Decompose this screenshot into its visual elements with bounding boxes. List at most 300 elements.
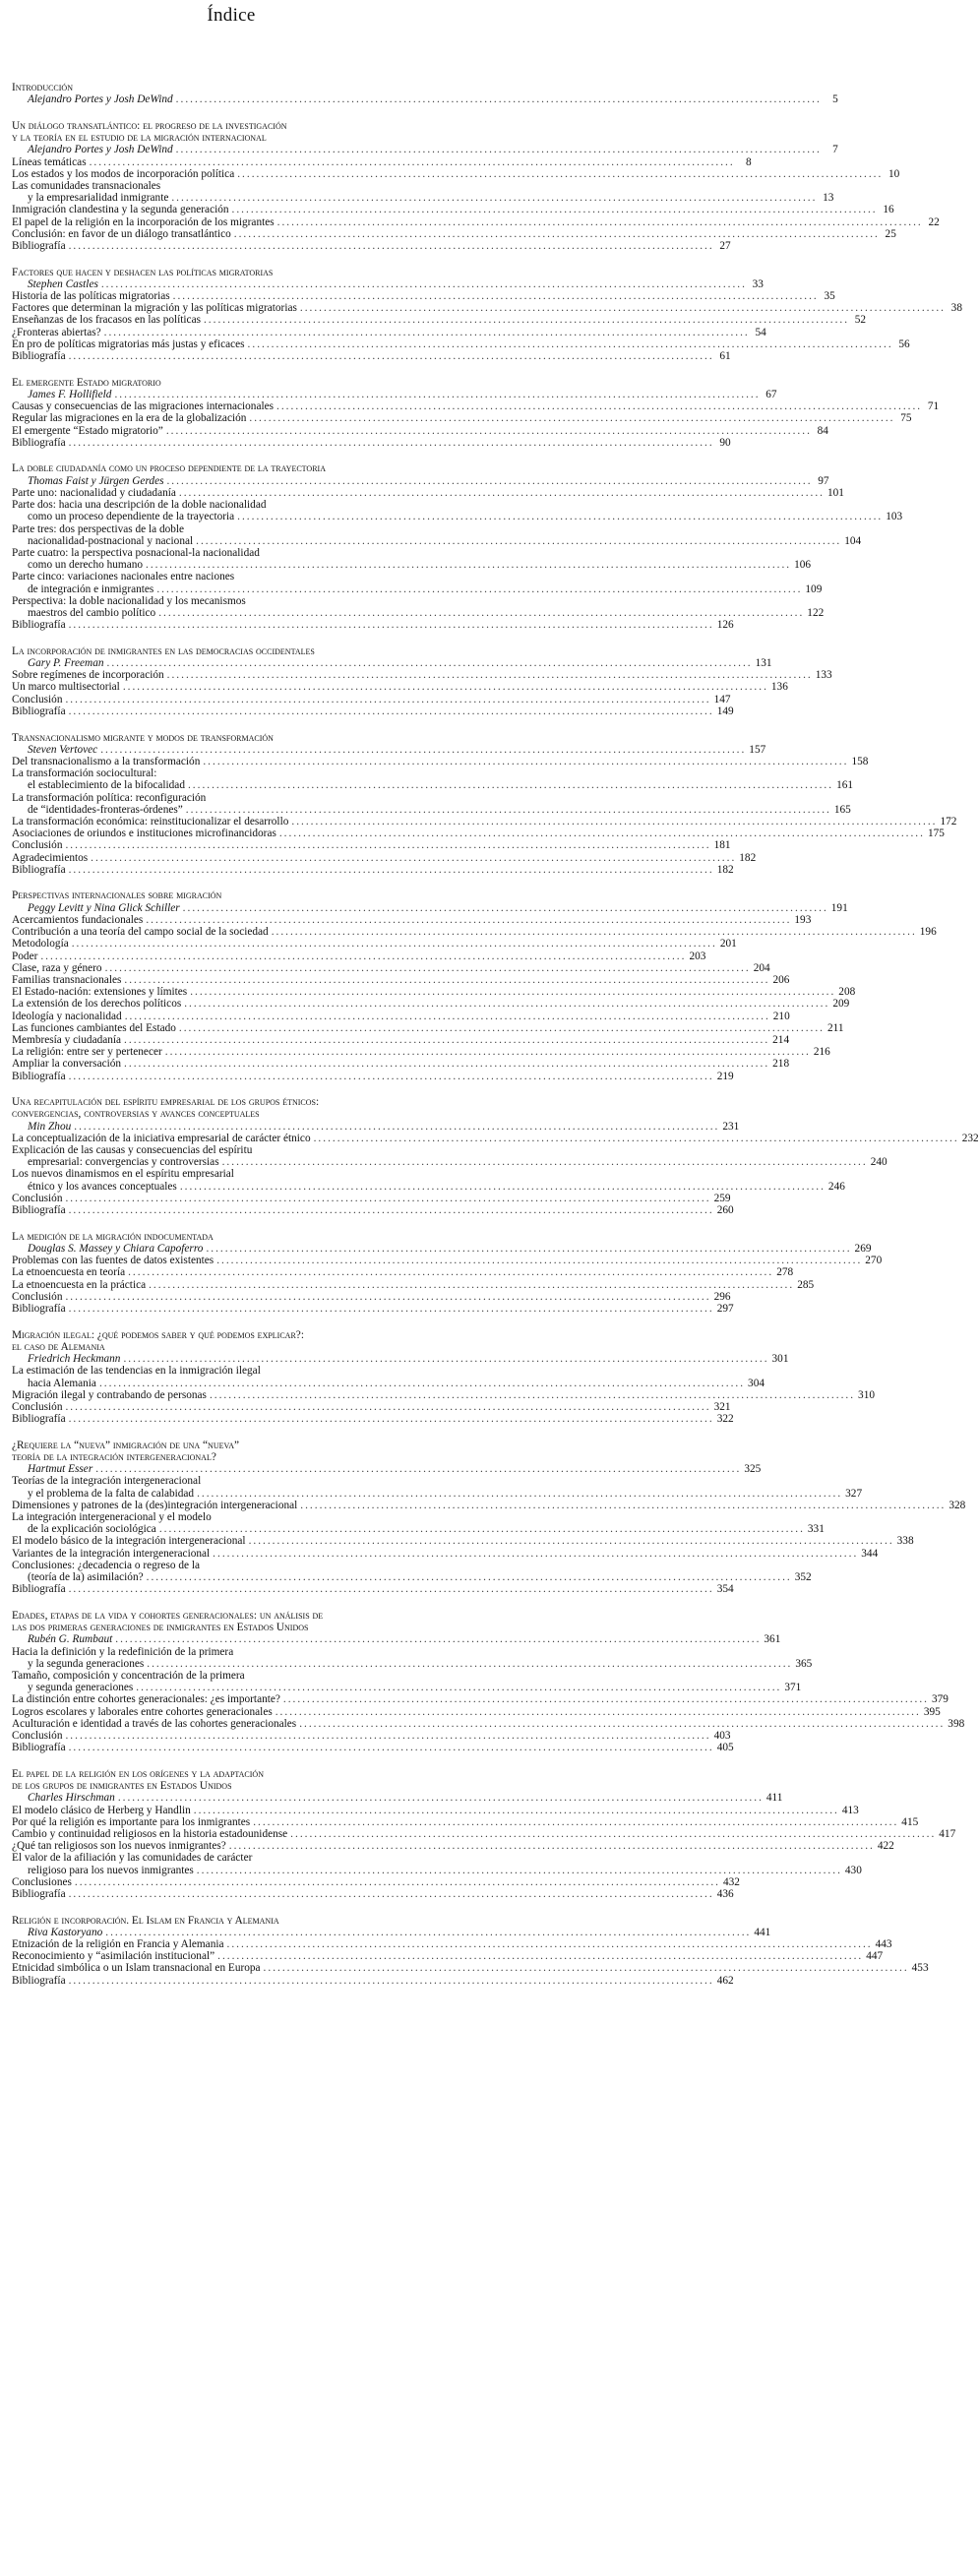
dot-leader [158, 607, 804, 619]
page-number: 201 [719, 938, 737, 951]
section-title[interactable]: Factores que hacen y deshacen las políticas migratorias [12, 266, 274, 278]
section-title[interactable]: convergencias, controversias y avances conceptuales [12, 1108, 260, 1121]
dot-leader [136, 1682, 781, 1693]
page-number: 361 [764, 1633, 781, 1646]
section-title[interactable]: y la teoría en el estudio de la migración internacional [12, 132, 267, 145]
dot-leader [213, 1548, 858, 1560]
section-title[interactable]: La doble ciudadanía como un proceso dependiente de la trayectoria [12, 462, 326, 475]
toc-entry-text: Clase, raza y género [12, 961, 102, 974]
toc-entry-text: Factores que determinan la migración y las políticas migratorias [12, 302, 297, 315]
toc-entry[interactable] [12, 1742, 734, 1754]
section-author[interactable] [12, 474, 829, 487]
toc-entry-text: Los estados y los modos de incorporación política [12, 167, 235, 180]
toc-entry[interactable] [12, 1180, 845, 1193]
section-author-text: Rubén G. Rumbaut [28, 1633, 113, 1646]
section-title[interactable]: Perspectivas internacionales sobre migración [12, 889, 222, 902]
toc-entry-line[interactable]: Explicación de las causas y consecuencias del espíritu [12, 1144, 253, 1157]
section-author-text: Friedrich Heckmann [28, 1353, 121, 1366]
toc-entry[interactable] [12, 192, 834, 205]
toc-entry[interactable] [12, 486, 844, 499]
page-number: 285 [797, 1278, 815, 1291]
toc-entry[interactable] [12, 1840, 894, 1853]
dot-leader [179, 487, 825, 499]
section-title[interactable]: el caso de Alemania [12, 1340, 105, 1353]
section-author[interactable] [12, 1463, 762, 1476]
section-author-text: James F. Hollifield [28, 388, 112, 400]
dot-leader [69, 1742, 714, 1753]
section-author[interactable] [12, 1120, 740, 1133]
page-number: 131 [755, 657, 772, 670]
toc-entry[interactable] [12, 755, 869, 767]
toc-entry[interactable] [12, 412, 912, 425]
toc-entry-text: empresarial: convergencias y controversias [28, 1156, 219, 1169]
dot-leader [118, 1792, 764, 1804]
dot-leader [146, 559, 791, 571]
page-number: 371 [784, 1682, 802, 1694]
toc-entry[interactable] [12, 227, 896, 240]
toc-entry[interactable] [12, 973, 790, 986]
toc-entry-line[interactable]: Parte cinco: variaciones nacionales entre naciones [12, 571, 235, 583]
toc-entry[interactable] [12, 239, 731, 252]
toc-entry[interactable] [12, 803, 851, 816]
dot-leader [203, 756, 848, 767]
page-number: 8 [746, 155, 752, 168]
toc-entry[interactable] [12, 1938, 892, 1951]
page-number: 56 [898, 337, 910, 350]
toc-entry-text: Membresía y ciudadanía [12, 1033, 122, 1046]
toc-entry-line[interactable]: Los nuevos dinamismos en el espíritu empresarial [12, 1168, 234, 1181]
toc-entry-text: La etnoencuesta en la práctica [12, 1278, 147, 1291]
toc-entry[interactable] [12, 215, 940, 228]
dot-leader [248, 338, 893, 350]
toc-entry[interactable] [12, 950, 706, 962]
dot-leader [194, 1805, 839, 1816]
page-number: 165 [833, 803, 851, 816]
page-number: 204 [753, 961, 770, 974]
dot-leader [105, 1927, 751, 1938]
dot-leader [69, 864, 714, 876]
page-number: 365 [795, 1657, 813, 1670]
toc-entry[interactable] [12, 986, 856, 999]
page-number: 106 [794, 559, 812, 572]
dot-leader [115, 1633, 761, 1645]
toc-entry[interactable] [12, 1132, 979, 1144]
toc-entry-line[interactable]: Las comunidades transnacionales [12, 179, 161, 192]
toc-entry[interactable] [12, 693, 731, 705]
toc-entry[interactable] [12, 1950, 884, 1963]
toc-entry[interactable] [12, 302, 962, 315]
toc-entry[interactable] [12, 1388, 875, 1401]
toc-entry-text: Problemas con las fuentes de datos existentes [12, 1255, 214, 1267]
section-title[interactable]: ¿Requiere la “nueva” inmigración de una “nueva” [12, 1439, 240, 1451]
section-author[interactable] [12, 1926, 771, 1938]
toc-entry[interactable] [12, 1875, 740, 1888]
toc-entry[interactable] [12, 167, 900, 180]
toc-entry[interactable] [12, 337, 910, 350]
dot-leader [176, 93, 822, 105]
toc-entry-text: Bibliografía [12, 1583, 66, 1596]
toc-entry[interactable] [12, 1657, 813, 1670]
section-author-text: Riva Kastoryano [28, 1926, 103, 1938]
section-title[interactable]: teoría de la integración intergeneracional? [12, 1451, 216, 1464]
toc-entry[interactable] [12, 815, 957, 828]
toc-entry[interactable] [12, 1887, 734, 1900]
dot-leader [147, 1571, 792, 1583]
section-author-text: Stephen Castles [28, 277, 98, 290]
page-number: 395 [923, 1705, 941, 1718]
page-number: 103 [886, 511, 903, 523]
toc-entry[interactable] [12, 669, 832, 682]
section-title[interactable]: Un diálogo transatlántico: el progreso de la investigación [12, 119, 287, 132]
toc-entry[interactable] [12, 705, 734, 717]
page-number: 430 [844, 1864, 862, 1876]
toc-entry[interactable] [12, 1400, 731, 1413]
page-number: 71 [927, 400, 940, 413]
toc-entry-text: y segunda generaciones [28, 1682, 134, 1694]
toc-entry-text: Bibliografía [12, 705, 66, 717]
section-title[interactable]: Edades, etapas de la vida y cohortes generacionales: un análisis de [12, 1609, 324, 1622]
toc-entry[interactable] [12, 863, 734, 876]
toc-section [12, 731, 957, 876]
page-number: 211 [826, 1021, 844, 1034]
page-number: 218 [772, 1058, 790, 1071]
toc-entry[interactable] [12, 998, 850, 1011]
toc-entry-text: El Estado-nación: extensiones y límites [12, 986, 188, 999]
toc-entry[interactable] [12, 1413, 734, 1426]
page-number: 413 [841, 1804, 859, 1816]
toc-entry[interactable] [12, 779, 854, 792]
toc-entry[interactable] [12, 1815, 919, 1828]
toc-entry[interactable] [12, 1974, 734, 1987]
toc-entry[interactable] [12, 1547, 879, 1560]
section-author[interactable] [12, 144, 838, 156]
page-number: 84 [817, 424, 828, 437]
toc-entry[interactable] [12, 1827, 956, 1840]
toc-entry-text: Por qué la religión es importante para los inmigrantes [12, 1815, 251, 1828]
dot-leader [65, 1401, 710, 1413]
toc-entry[interactable] [12, 1266, 794, 1279]
toc-entry-text: Bibliografía [12, 239, 66, 252]
toc-entry-text: Poder [12, 950, 38, 962]
page-number: 67 [765, 388, 777, 400]
toc-entry-text: ¿Fronteras abiertas? [12, 326, 101, 338]
toc-entry-text: Las funciones cambiantes del Estado [12, 1021, 176, 1034]
toc-entry[interactable] [12, 1487, 863, 1500]
section-title[interactable]: Migración ilegal: ¿qué podemos saber y qué podemos explicar?: [12, 1328, 304, 1341]
toc-entry-line[interactable]: El valor de la afiliación y las comunidades de carácter [12, 1852, 253, 1865]
toc-entry[interactable] [12, 1302, 734, 1315]
toc-entry-line[interactable]: Hacia la definición y la redefinición de la primera [12, 1645, 234, 1658]
dot-leader [222, 1156, 868, 1168]
toc-entry[interactable] [12, 828, 945, 840]
toc-entry-text: Conclusión [12, 693, 63, 705]
dot-leader [74, 1121, 719, 1133]
dot-leader [217, 1950, 863, 1962]
dot-leader [299, 1718, 945, 1730]
section-author-text: Alejandro Portes y Josh DeWind [28, 144, 173, 156]
toc-entry[interactable] [12, 1070, 734, 1082]
page-number: 27 [719, 239, 731, 252]
toc-entry[interactable] [12, 424, 828, 437]
page-number: 432 [722, 1875, 740, 1888]
toc-entry-text: como un derecho humano [28, 559, 144, 572]
section-title[interactable]: de los grupos de inmigrantes en Estados Unidos [12, 1780, 232, 1793]
toc-entry[interactable] [12, 1192, 731, 1204]
dot-leader [124, 974, 769, 986]
toc-entry-text: El modelo clásico de Herberg y Handlin [12, 1804, 191, 1816]
page-number: 22 [928, 215, 940, 228]
toc-entry-text: Líneas temáticas [12, 155, 87, 168]
page-number: 75 [900, 412, 912, 425]
toc-entry[interactable] [12, 559, 812, 572]
dot-leader [69, 1413, 714, 1425]
toc-entry-text: Acercamientos fundacionales [12, 913, 144, 926]
section-author[interactable] [12, 1353, 789, 1366]
dot-leader [249, 412, 894, 424]
toc-entry-line[interactable]: Parte dos: hacia una descripción de la doble nacionalidad [12, 499, 267, 512]
dot-leader [147, 1658, 792, 1670]
toc-entry[interactable] [12, 1156, 887, 1169]
toc-entry[interactable] [12, 583, 823, 595]
section-title[interactable]: Religión e incorporación. El Islam en Francia y Alemania [12, 1914, 279, 1927]
toc-entry-text: y la empresarialidad inmigrante [28, 192, 169, 205]
toc-entry[interactable] [12, 290, 835, 303]
page-number: 301 [771, 1353, 789, 1366]
toc-entry-text: Causas y consecuencias de las migraciones internacionales [12, 400, 275, 413]
toc-entry-text: el establecimiento de la bifocalidad [28, 779, 185, 792]
page-number: 269 [854, 1242, 872, 1255]
dot-leader [276, 400, 922, 412]
dot-leader [314, 1133, 959, 1144]
toc-entry[interactable] [12, 619, 734, 632]
section-title[interactable]: Introducción [12, 82, 73, 93]
dot-leader [165, 1046, 811, 1058]
toc-section [12, 462, 903, 632]
toc-entry[interactable] [12, 1058, 790, 1071]
dot-leader [204, 314, 849, 326]
dot-leader [90, 156, 735, 168]
section-title[interactable]: La medición de la migración indocumentada [12, 1230, 214, 1243]
toc-entry-line[interactable]: La integración intergeneracional y el modelo [12, 1511, 212, 1524]
toc-entry[interactable] [12, 1804, 859, 1816]
dot-leader [95, 1463, 741, 1475]
toc-entry-text: Conclusión [12, 1290, 63, 1303]
section-title[interactable]: El emergente Estado migratorio [12, 376, 161, 389]
page-number: 206 [772, 973, 790, 986]
dot-leader [197, 1488, 842, 1500]
section-author[interactable] [12, 1242, 872, 1255]
dot-leader [40, 951, 686, 962]
page-number: 208 [838, 986, 856, 999]
toc-entry[interactable] [12, 1046, 830, 1059]
dot-leader [124, 1058, 769, 1070]
page-number: 35 [824, 290, 835, 303]
dot-leader [69, 1071, 714, 1082]
section-title[interactable]: La incorporación de inmigrantes en las democracias occidentales [12, 644, 315, 657]
section-author[interactable] [12, 277, 764, 290]
toc-entry[interactable] [12, 1717, 965, 1730]
page-number: 354 [716, 1583, 734, 1596]
section-title[interactable]: las dos primeras generaciones de inmigrantes en Estados Unidos [12, 1622, 309, 1634]
toc-entry[interactable] [12, 839, 731, 852]
toc-entry[interactable] [12, 1377, 765, 1389]
toc-entry-text: La etnoencuesta en teoría [12, 1266, 126, 1279]
toc-section [12, 82, 838, 106]
toc-entry[interactable] [12, 1535, 914, 1548]
dot-leader [69, 619, 714, 631]
page-number: 38 [950, 302, 962, 315]
toc-entry[interactable] [12, 1729, 731, 1742]
toc-entry-line[interactable]: Teorías de la integración intergeneracional [12, 1475, 202, 1488]
toc-entry[interactable] [12, 314, 867, 327]
toc-entry-text: El modelo básico de la integración intergeneracional [12, 1535, 246, 1548]
page-number: 436 [716, 1887, 734, 1900]
page-number: 13 [823, 192, 834, 205]
toc-entry-line[interactable]: Perspectiva: la doble nacionalidad y los mecanismos [12, 594, 246, 607]
toc-entry[interactable] [12, 681, 788, 694]
toc-entry[interactable] [12, 204, 894, 216]
page-number: 33 [752, 277, 764, 290]
page-number: 443 [875, 1938, 892, 1951]
toc-entry[interactable] [12, 1693, 948, 1706]
toc-entry-text: Bibliografía [12, 863, 66, 876]
dot-leader [107, 657, 753, 669]
page-number: 232 [961, 1132, 979, 1144]
toc-entry-text: El papel de la religión en la incorporación de los migrantes [12, 215, 275, 228]
page-number: 297 [716, 1302, 734, 1315]
section-author[interactable] [12, 657, 772, 670]
section-author[interactable] [12, 1792, 783, 1805]
toc-section [12, 266, 962, 363]
toc-entry[interactable] [12, 1290, 731, 1303]
dot-leader [75, 1876, 720, 1888]
toc-entry-text: En pro de políticas migratorias más justas y eficaces [12, 337, 245, 350]
page-number: 10 [888, 167, 900, 180]
toc-entry-text: de integración e inmigrantes [28, 583, 154, 595]
toc-entry-text: El emergente “Estado migratorio” [12, 424, 163, 437]
toc-entry[interactable] [12, 961, 770, 974]
toc-entry-line[interactable]: Tamaño, composición y concentración de la primera [12, 1669, 245, 1682]
toc-section [12, 1328, 875, 1426]
toc-entry[interactable] [12, 851, 757, 864]
dot-leader [176, 144, 822, 155]
toc-entry[interactable] [12, 155, 752, 168]
toc-entry[interactable] [12, 1021, 844, 1034]
toc-entry[interactable] [12, 926, 937, 939]
toc-entry-text: Bibliografía [12, 436, 66, 449]
toc-entry-text: Variantes de la integración intergeneracional [12, 1547, 211, 1560]
section-author[interactable] [12, 93, 838, 106]
page-number: 209 [832, 998, 850, 1011]
section-author[interactable] [12, 743, 766, 756]
page-number: 325 [744, 1463, 762, 1476]
toc-entry[interactable] [12, 400, 940, 413]
toc-entry-text: Bibliografía [12, 1070, 66, 1082]
section-title[interactable]: El papel de la religión en los orígenes y la adaptación [12, 1767, 264, 1780]
dot-leader [69, 1204, 714, 1216]
page-number: 16 [883, 204, 894, 216]
section-author[interactable] [12, 901, 848, 914]
toc-entry-line[interactable]: La estimación de las tendencias en la inmigración ilegal [12, 1365, 261, 1378]
page-number: 322 [716, 1413, 734, 1426]
page-number: 101 [826, 486, 844, 499]
page-number: 338 [896, 1535, 914, 1548]
toc-entry-line[interactable]: Conclusiones: ¿decadencia o regreso de la [12, 1559, 201, 1571]
toc-entry[interactable] [12, 1583, 734, 1596]
toc-entry-text: Bibliografía [12, 619, 66, 632]
page-number: 136 [770, 681, 788, 694]
dot-leader [232, 204, 878, 215]
toc-entry[interactable] [12, 1499, 966, 1511]
dot-leader [69, 437, 714, 449]
toc-entry-text: Metodología [12, 938, 69, 951]
toc-entry-text: hacia Alemania [28, 1377, 96, 1389]
toc-entry-line[interactable]: La transformación sociocultural: [12, 767, 157, 780]
toc-entry[interactable] [12, 1523, 825, 1536]
toc-entry-text: Aculturación e identidad a través de las cohortes generacionales [12, 1717, 297, 1730]
toc-entry[interactable] [12, 350, 731, 363]
toc-entry-text: Conclusión [12, 839, 63, 852]
page-number: 7 [832, 144, 838, 156]
page-number: 181 [713, 839, 731, 852]
dot-leader [229, 1840, 875, 1852]
toc-entry[interactable] [12, 1962, 929, 1975]
section-author[interactable] [12, 388, 777, 400]
toc-entry[interactable] [12, 436, 731, 449]
dot-leader [65, 1193, 710, 1204]
page-number: 61 [719, 350, 731, 363]
toc-entry[interactable] [12, 1033, 790, 1046]
toc-entry[interactable] [12, 534, 862, 547]
toc-entry[interactable] [12, 938, 737, 951]
toc-entry[interactable] [12, 606, 825, 619]
toc-entry[interactable] [12, 1682, 802, 1694]
dot-leader [180, 1181, 826, 1193]
toc-entry[interactable] [12, 1255, 883, 1267]
dot-leader [128, 1266, 773, 1278]
page-number: 157 [749, 743, 766, 756]
page-number: 219 [716, 1070, 734, 1082]
toc-entry[interactable] [12, 1864, 862, 1876]
toc-entry[interactable] [12, 1571, 812, 1584]
toc-entry-line[interactable]: Parte cuatro: la perspectiva posnacional-la nacionalidad [12, 546, 260, 559]
dot-leader [114, 389, 760, 400]
toc-section [12, 1096, 979, 1217]
toc-entry[interactable] [12, 913, 812, 926]
section-author-text: Steven Vertovec [28, 743, 98, 756]
toc-entry[interactable] [12, 1204, 734, 1217]
toc-entry-line[interactable]: Parte tres: dos perspectivas de la doble [12, 522, 185, 535]
dot-leader [146, 914, 791, 926]
toc-entry-line[interactable]: La transformación política: reconfiguración [12, 791, 207, 804]
toc-entry[interactable] [12, 511, 903, 523]
dot-leader [179, 1022, 825, 1034]
toc-entry[interactable] [12, 1705, 941, 1718]
page-number: 52 [854, 314, 867, 327]
table-of-contents [12, 82, 979, 1987]
toc-section [12, 889, 937, 1082]
toc-entry[interactable] [12, 1278, 815, 1291]
dot-leader [300, 302, 946, 314]
section-title[interactable]: Transnacionalismo migrante y modos de transformación [12, 731, 274, 744]
toc-entry-text: Logros escolares y laborales entre cohortes generacionales [12, 1705, 273, 1718]
page-number: 175 [927, 828, 945, 840]
toc-entry[interactable] [12, 326, 766, 338]
dot-leader [171, 192, 817, 204]
section-title[interactable]: Una recapitulación del espíritu empresarial de los grupos étnicos: [12, 1096, 320, 1109]
toc-entry[interactable] [12, 1010, 790, 1022]
section-author[interactable] [12, 1633, 781, 1646]
